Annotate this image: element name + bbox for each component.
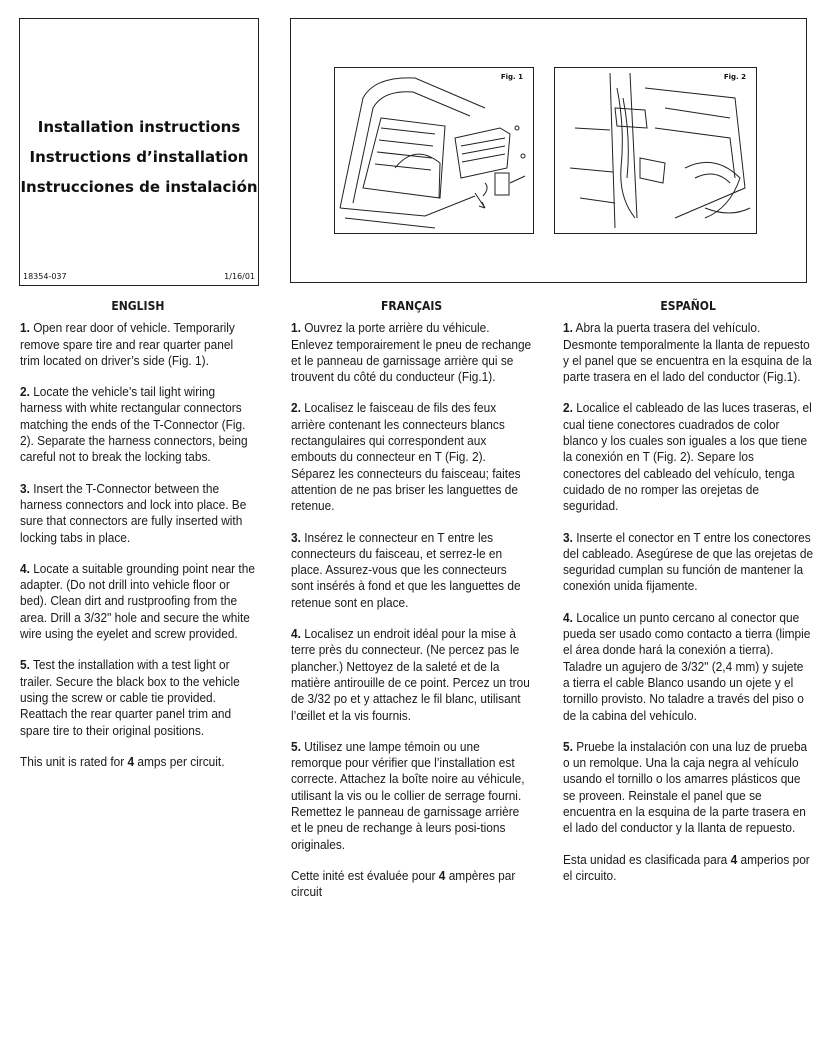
english-rating: This unit is rated for 4 amps per circuit. [20, 753, 225, 769]
english-step: 4. Locate a suitable grounding point near the adapter. (Do not drill into vehicle floor or bed). Clean dirt and rustproofing from the area. Drill a 3/32" hole and secure the white wire using the eyelet and screw provided. [20, 560, 255, 642]
english-heading: ENGLISH [111, 299, 165, 313]
spanish-step: 5. Pruebe la instalación con una luz de prueba o un remolque. Una la caja negra al vehículo usando el tornillo o los amarres plásticos que se proveen. Reinstale el panel que se encuentra en la esquina de la parte trasera en el lado del conductor y la llanta de repuesto. [563, 738, 808, 836]
figure-1 [334, 67, 534, 234]
french-heading: FRANÇAIS [381, 299, 443, 313]
spanish-step: 1. Abra la puerta trasera del vehículo. Desmonte temporalmente la llanta de repuesto y el panel que se encuentra en la esquina de la parte trasera en el lado del conductor (Fig.1). [563, 320, 812, 385]
french-step: 4. Localisez un endroit idéal pour la mise à terre près du connecteur. (Ne percez pas le plancher.) Nettoyez de la saleté et de la matière antirouille de ce point. Percez un trou de 3/32 po et y attachez le fil blanc, utilisant l’œillet et la vis fournis. [291, 626, 530, 723]
english-step: 3. Insert the T-Connector between the harness connectors and lock into place. Be sure that connectors are fully inserted with locking tabs in place. [20, 480, 247, 545]
english-step: 2. Locate the vehicle’s tail light wiring harness with white rectangular connectors matching the ends of the T-Connector (Fig. 2). Separate the harness connectors, being careful not to break the locking tabs. [20, 384, 248, 465]
figure-2-label: Fig. 2 [723, 73, 746, 81]
spanish-rating: Esta unidad es clasificada para 4 amperios por el circuito. [563, 851, 810, 883]
spanish-column [563, 298, 813, 899]
part-number: 18354-037 [23, 272, 67, 281]
spanish-step: 3. Inserte el conector en T entre los conectores del cableado. Asegúrese de que las orejetas de seguridad cumplan su función de mantener la conexión unida fijamente. [563, 529, 814, 594]
french-column [291, 298, 532, 916]
title-box [19, 18, 259, 286]
figure-1-label: Fig. 1 [500, 73, 523, 81]
revision-date: 1/16/01 [224, 272, 255, 281]
english-step: 1. Open rear door of vehicle. Temporarily remove spare tire and rear quarter panel trim located on driver’s side (Fig. 1). [20, 320, 235, 368]
title-spanish: Instrucciones de instalación [20, 178, 258, 196]
french-step: 5. Utilisez une lampe témoin ou une remorque pour vérifier que l’installation est correcte. Attachez la boîte noire au véhicule, utilisant la vis ou le collier de serrage fourni. Remettez le panneau de garnissage arrière et le pneu de rechange à leurs posi-tions originales. [291, 738, 525, 852]
english-column [20, 298, 256, 785]
french-step: 3. Insérez le connecteur en T entre les connecteurs du faisceau, et serrez-le en place. Assurez-vous que les connecteurs sont insérés à fond et que les languettes de retenue sont en place. [291, 529, 521, 610]
title-french: Instructions d’installation [29, 148, 249, 166]
spanish-step: 2. Localice el cableado de las luces traseras, el cual tiene conectores cuadrados de color blanco y los cuales son iguales a los que tiene la conexión en T (Fig. 2). Separe los conectores del cableado del vehículo, tenga cuidado de no romper las orejetas de seguridad. [563, 400, 812, 514]
figures-panel [290, 18, 807, 283]
vehicle-rear-quarter-illustration [335, 68, 534, 234]
french-step: 1. Ouvrez la porte arrière du véhicule. Enlevez temporairement le pneu de rechange et le panneau de garnissage arrière qui se trouvent du côté du conducteur (Fig.1). [291, 320, 532, 385]
spanish-heading: ESPAÑOL [660, 299, 716, 313]
title-english: Installation instructions [37, 118, 241, 136]
french-rating: Cette inité est évaluée pour 4 ampères par circuit [291, 867, 516, 900]
figure-2 [554, 67, 757, 234]
spanish-step: 4. Localice un punto cercano al conector que pueda ser usado como contacto a tierra (limpie el área donde hará la conexión a tierra). Taladre un agujero de 3/32" (2,4 mm) y sujete a tierra el cable Blanco usando un ojete y el tornillo provisto. No taladre a través del piso o de la cabina del vehículo. [563, 609, 811, 723]
english-step: 5. Test the installation with a test light or trailer. Secure the black box to the vehicle using the screw or cable tie provided. Reattach the rear quarter panel trim and spare tire to their original positions. [20, 657, 240, 738]
french-step: 2. Localisez le faisceau de fils des feux arrière contenant les connecteurs blancs rectangulaires qui correspondent aux embouts du connecteur en T (Fig. 2). Séparez les connecteurs du faisceau; faites attention de ne pas briser les languettes de retenue. [291, 400, 521, 514]
tail-light-harness-illustration [555, 68, 757, 234]
